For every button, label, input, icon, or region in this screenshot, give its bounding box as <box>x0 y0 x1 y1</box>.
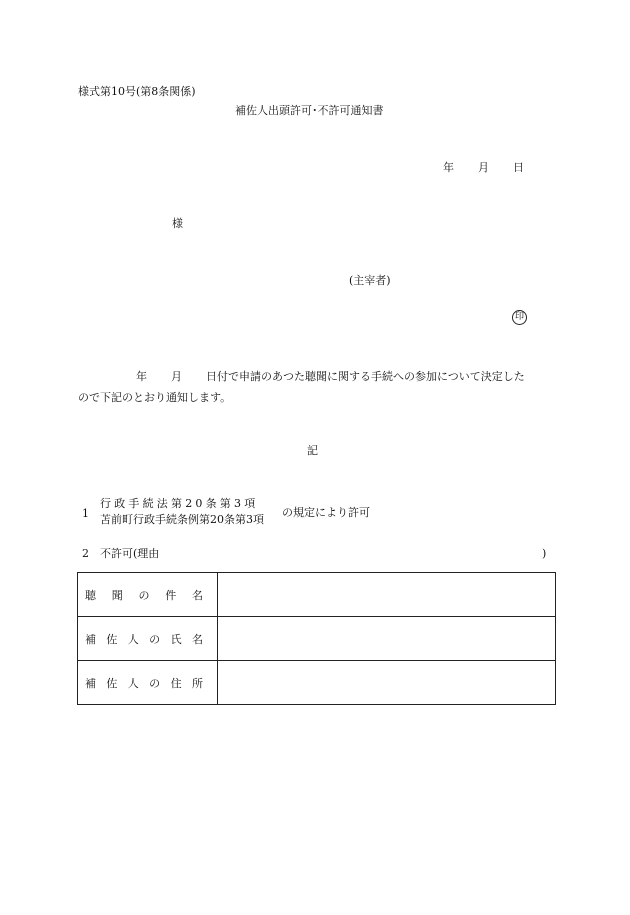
label-char: 住 <box>170 676 182 690</box>
label-char: 氏 <box>170 632 182 646</box>
date-year: 年 <box>443 161 454 174</box>
row-label-assistant-address <box>78 661 218 705</box>
label-char: の <box>138 588 150 602</box>
label-char: の <box>149 632 161 646</box>
item1-number: 1 <box>82 507 89 520</box>
date-line <box>443 162 524 173</box>
seal-mark: 印 <box>512 310 527 325</box>
body-year: 年 <box>136 370 147 383</box>
body-line1-text: 日付で申請のあつた聴聞に関する手続への参加について決定した <box>206 370 525 383</box>
document-title: 補佐人出頭許可･不許可通知書 <box>235 104 384 117</box>
row-value-assistant-address[interactable] <box>218 661 556 705</box>
table-row <box>78 661 556 705</box>
date-day: 日 <box>513 161 524 174</box>
body-line2-text: ので下記のとおり通知します。 <box>78 391 232 404</box>
label-char: 補 <box>85 676 96 690</box>
ki-heading: 記 <box>307 444 318 457</box>
notice-body <box>78 366 553 408</box>
label-char: 佐 <box>106 632 118 646</box>
label-char: 名 <box>192 588 203 602</box>
item1-law-act: 行政手続法第20条第3項 <box>100 497 259 510</box>
info-table <box>77 572 556 705</box>
body-month: 月 <box>171 370 182 383</box>
table-row <box>78 573 556 617</box>
label-char: 補 <box>85 632 96 646</box>
label-char: 所 <box>191 676 203 690</box>
label-char: 人 <box>127 632 139 646</box>
label-char: 人 <box>127 676 139 690</box>
row-label-hearing-subject <box>78 573 218 617</box>
label-char: 件 <box>165 588 177 602</box>
label-char: の <box>149 676 161 690</box>
label-char: 聞 <box>111 588 123 602</box>
date-month: 月 <box>478 161 489 174</box>
organizer-label: (主宰者) <box>349 274 391 287</box>
item1-suffix: の規定により許可 <box>282 506 370 519</box>
table-row <box>78 617 556 661</box>
addressee-suffix: 様 <box>172 217 183 230</box>
item1-law-ordinance: 苫前町行政手続条例第20条第3項 <box>100 513 264 526</box>
label-char: 佐 <box>106 676 118 690</box>
item2-close-paren: ) <box>542 547 547 560</box>
row-value-hearing-subject[interactable] <box>218 573 556 617</box>
row-value-assistant-name[interactable] <box>218 617 556 661</box>
item2-number: 2 <box>82 547 89 560</box>
label-char: 聴 <box>85 588 96 602</box>
label-char: 名 <box>191 632 203 646</box>
row-label-assistant-name <box>78 617 218 661</box>
item2-text: 不許可(理由 <box>100 547 160 560</box>
form-number: 様式第10号(第8条関係) <box>78 85 196 98</box>
